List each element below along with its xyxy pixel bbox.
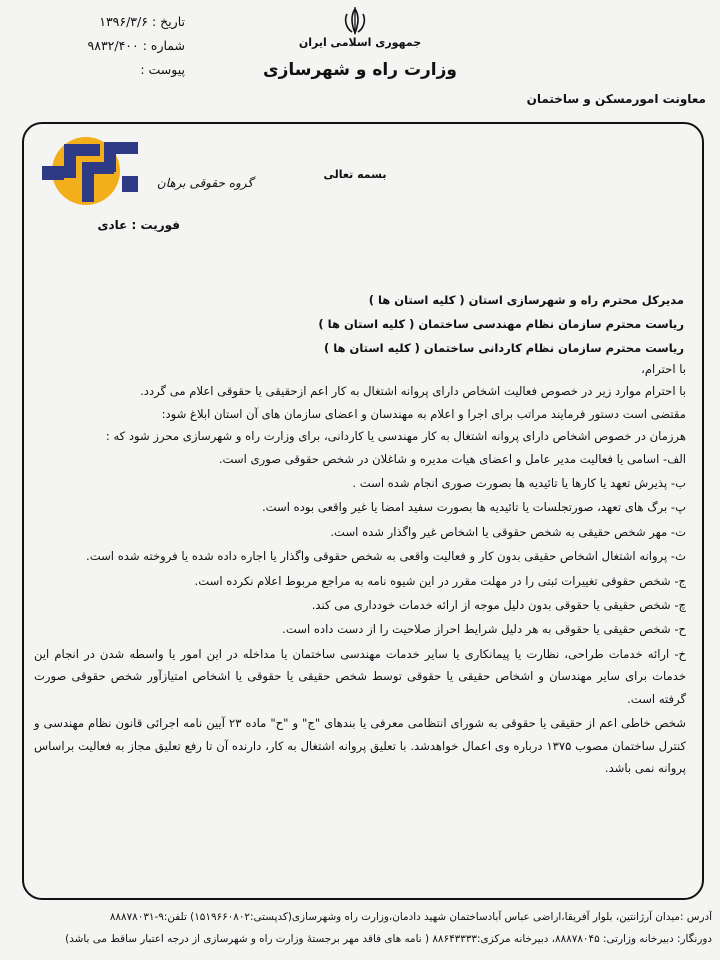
addressee-list	[64, 288, 684, 360]
urgency	[60, 218, 180, 232]
letter-footer	[8, 906, 712, 950]
attachment-label: پیوست :	[140, 62, 185, 77]
number-row	[15, 34, 185, 58]
clause-item: چ- شخص حقیقی یا حقوقی بدون دلیل موجه از ارائه خدمات خودداری می کند.	[311, 598, 686, 613]
borhan-logo	[42, 132, 142, 210]
government-title: جمهوری اسلامی ایران	[298, 36, 422, 49]
iran-emblem-icon	[338, 6, 372, 36]
clause-item: ث- پروانه اشتغال اشخاص حقیقی بدون کار و فعالیت واقعی به شخص حقوقی واگذار یا اجاره داده شده یا فروخته شده است.	[86, 549, 686, 564]
clause-item: ب- پذیرش تعهد یا کارها یا تائیدیه ها بصورت صوری انجام شده است .	[352, 476, 686, 491]
logo-caption: گروه حقوقی برهان	[156, 176, 254, 190]
letter-meta	[15, 10, 185, 82]
clause-item: پ- برگ های تعهد، صورتجلسات یا تائیدیه ها بصورت سفید امضا یا غیر واقعی بوده است.	[261, 500, 686, 515]
urgency-value: عادی	[97, 218, 128, 232]
clause-item: الف- اسامی یا فعالیت مدیر عامل و اعضای هیات مدیره و شاغلان در شخص حقوقی صوری است.	[218, 451, 686, 466]
date-row	[15, 10, 185, 34]
closing-paragraph: شخص خاطی اعم از حقیقی یا حقوقی به شورای انتظامی معرفی یا بندهای "ج" و "ح" ماده ۲۳ آیین نامه اجرائی قانون نظام مهندسی و کنترل ساختمان مصوب ۱۳۷۵ درباره وی اعمال خواهدشد. با تعلیق پروانه اشتغال به کار، دارنده آن تا رفع تعلیق مجاز به فعالیت براساس پروانه نمی باشد.	[34, 716, 686, 775]
attachment-row	[15, 58, 185, 82]
footer-address: آدرس :میدان آرژانتین، بلوار آفریقا،اراضی عباس آبادساختمان شهید دادمان،وزارت راه وشهرسازی(کدپستی:۱۵۱۹۶۶۰۸۰۲) تلفن:۹-۸۸۸۷۸۰۳۱	[109, 911, 712, 923]
greeting: با احترام،	[641, 362, 686, 376]
ministry-title: وزارت راه و شهرسازی	[262, 60, 457, 80]
clause-item: ت- مهر شخص حقیقی به شخص حقوقی یا اشخاص غیر واگذار شده است.	[330, 524, 686, 539]
date-label: تاریخ :	[151, 14, 185, 29]
clause-item: خ- ارائه خدمات طراحی، نظارت یا پیمانکاری یا سایر خدمات مهندسی ساختمان یا مداخله در این امور یا واسطه شدن در انجام این خدمات برای سایر مهندسان و اشخاص حقیقی یا حقوقی توسط شخص حقیقی یا حقوقی یا اشخاص امتیازآور شخص حقوقی صورت گرفته است.	[34, 646, 686, 706]
footer-fax: دورنگار: دبیرخانه وزارتی: ۸۸۸۷۸۰۴۵، دبیرخانه مرکزی:۸۸۶۴۳۳۳۳ ( نامه های فاقد مهر برجستهٔ وزارت راه و شهرسازی از درجه اعتبار ساقط می باشد)	[65, 933, 712, 945]
clause-item: ج- شخص حقوقی تغییرات ثبتی را در مهلت مقرر در این شیوه نامه به مراجع مربوط اعلام نکرده است.	[194, 573, 686, 588]
bismillah: بسمه تعالی	[323, 168, 387, 181]
condition-paragraph: هرزمان در خصوص اشخاص دارای پروانه اشتغال به کار مهندسی یا کاردانی، برای وزارت راه و شهرسازی محرز شود که :	[105, 429, 686, 444]
addressee-line: ریاست محترم سازمان نظام کاردانی ساختمان ( کلیه استان ها )	[323, 341, 684, 355]
instruction-paragraph: مقتضی است دستور فرمایند مراتب برای اجرا و اعلام به مهندسان و اعضای سازمان های آن استان ابلاغ شود:	[161, 406, 686, 421]
date-value: ۱۳۹۶/۳/۶	[99, 14, 148, 29]
letter-body	[34, 358, 686, 779]
number-value: ۹۸۳۲/۴۰۰	[87, 38, 139, 53]
urgency-label: فوریت :	[131, 218, 180, 232]
addressee-line: مدیرکل محترم راه و شهرسازی استان ( کلیه استان ها )	[368, 293, 684, 307]
deputy-title: معاونت امورمسکن و ساختمان	[526, 92, 706, 106]
clause-item: ح- شخص حقیقی یا حقوقی به هر دلیل شرایط احراز صلاحیت را از دست داده است.	[282, 622, 686, 637]
intro-paragraph: با احترام موارد زیر در خصوص فعالیت اشخاص دارای پروانه اشتغال به کار اعم ازحقیقی یا حقوقی اعلام می گردد.	[140, 384, 686, 399]
number-label: شماره :	[142, 38, 185, 53]
addressee-line: ریاست محترم سازمان نظام مهندسی ساختمان ( کلیه استان ها )	[318, 317, 684, 331]
